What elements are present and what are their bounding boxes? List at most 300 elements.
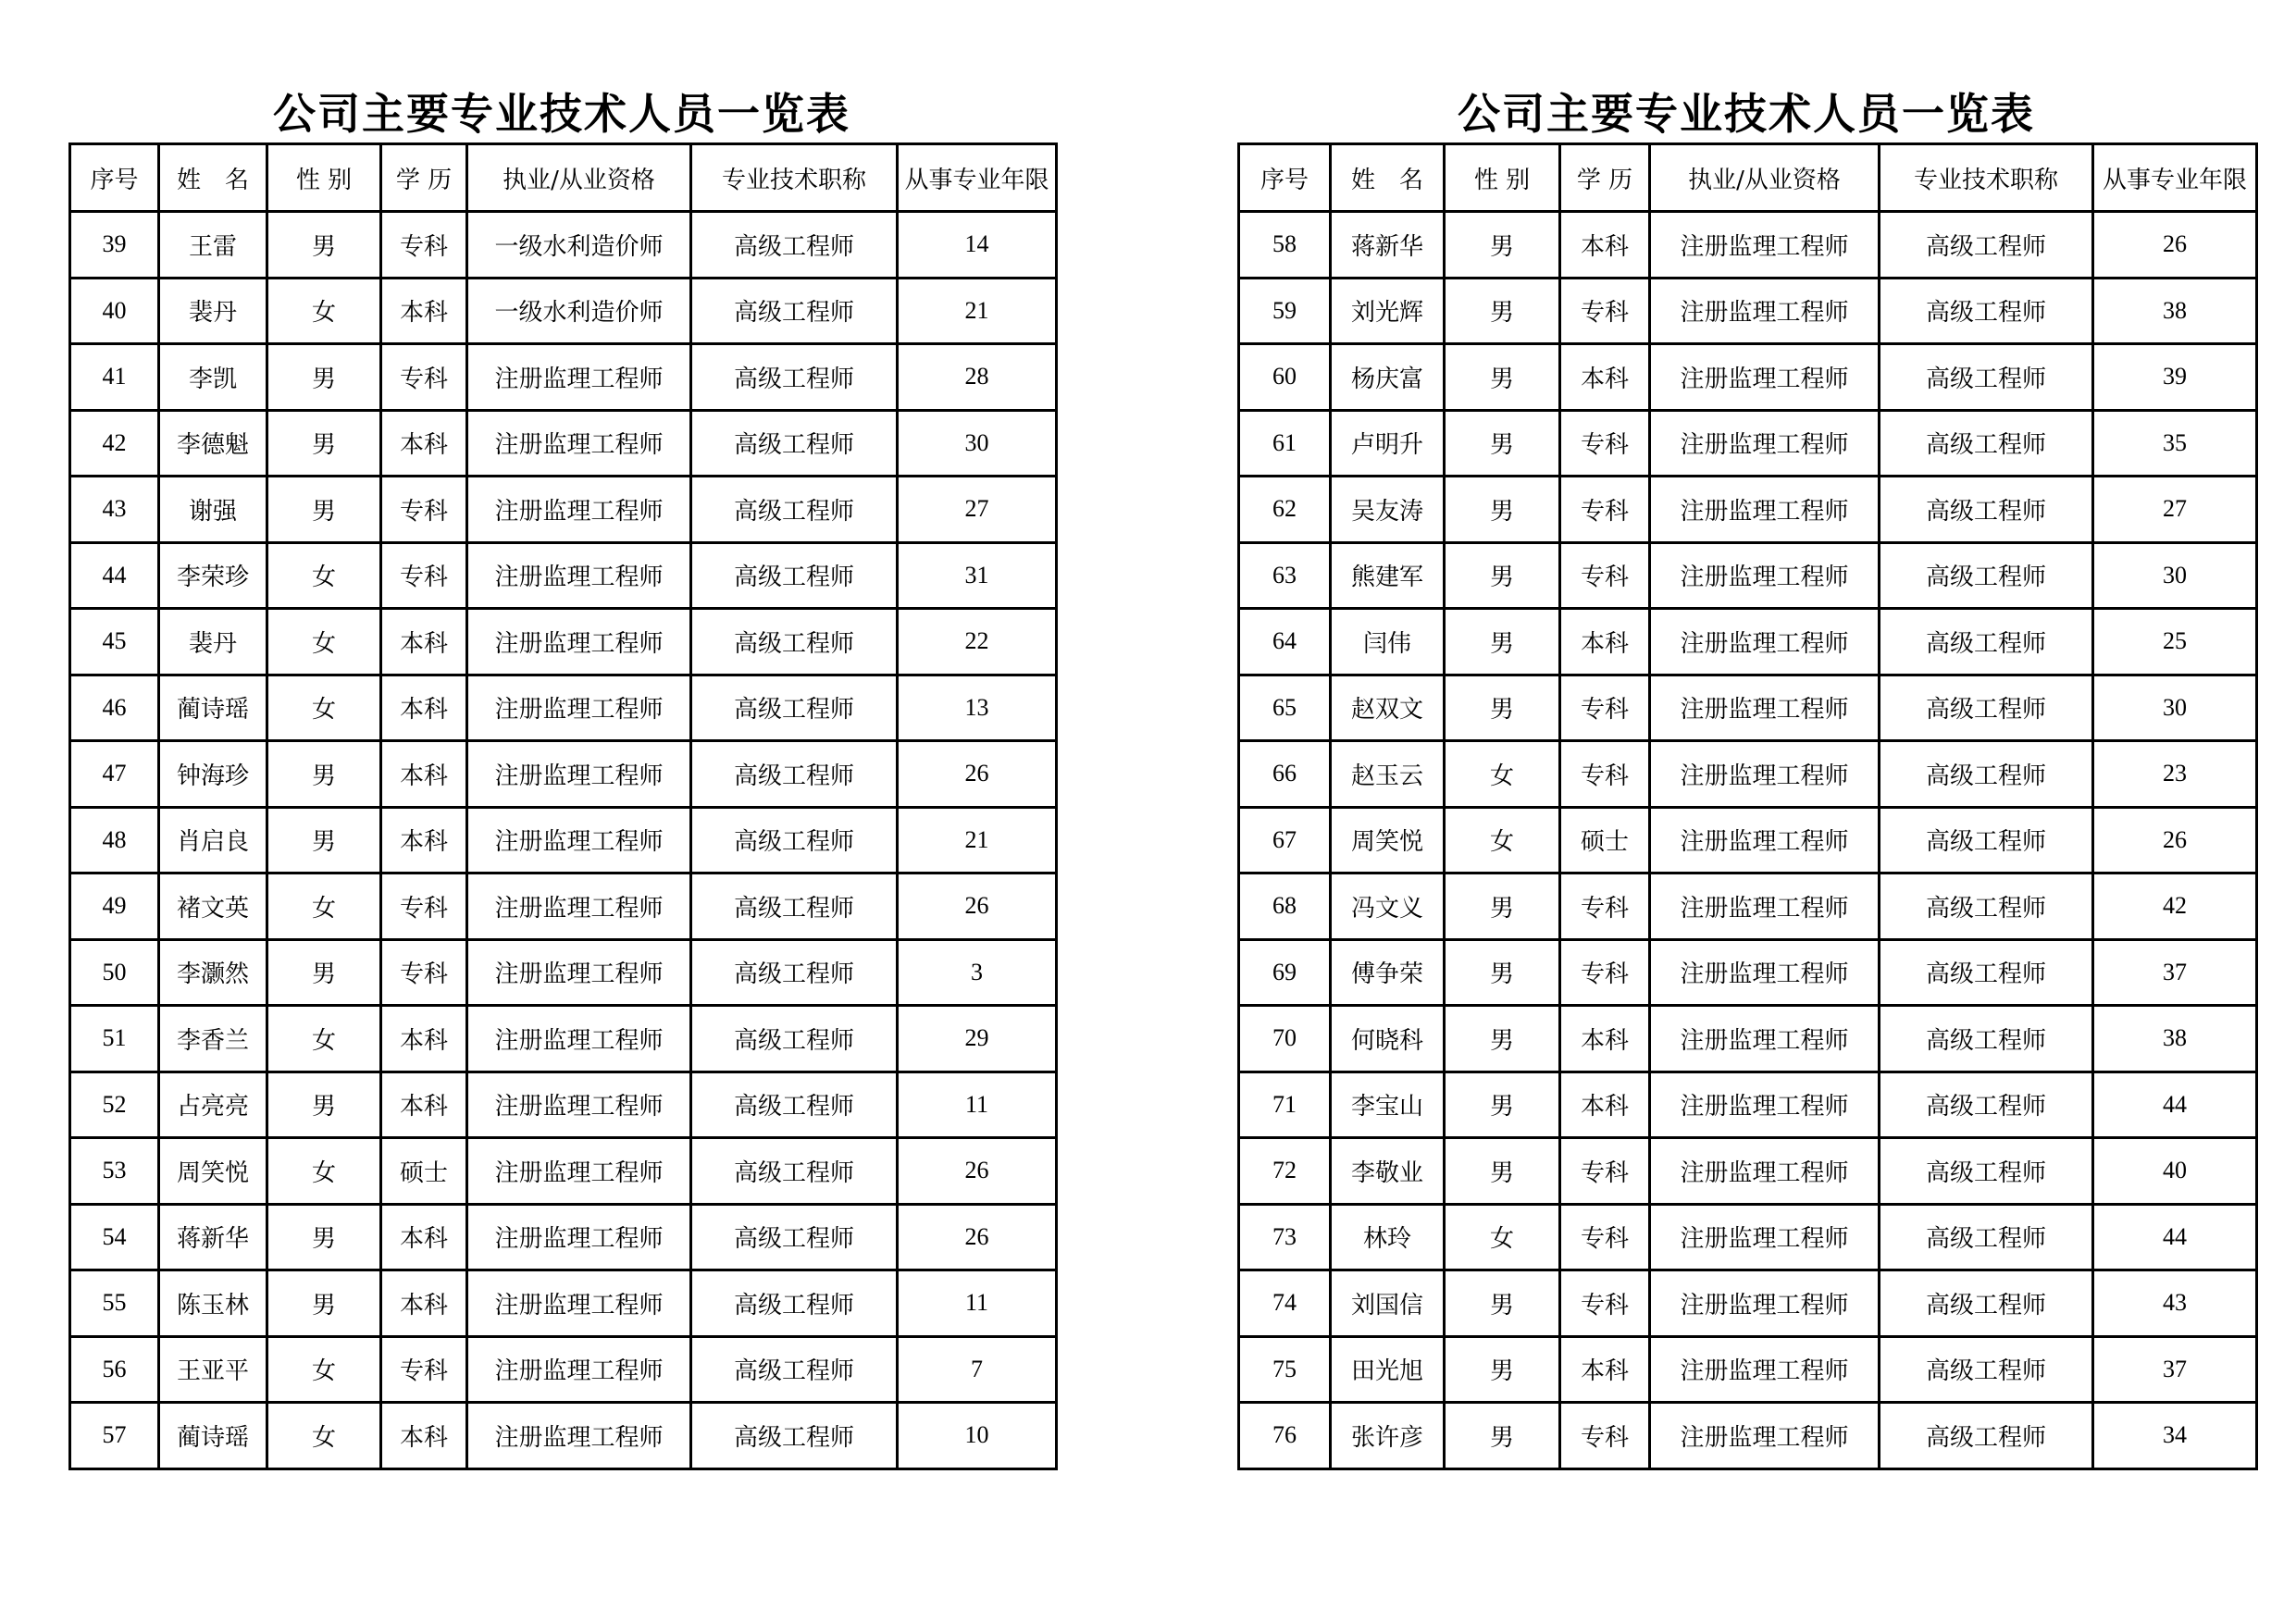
cell-education: 专科 xyxy=(381,542,467,609)
cell-title: 高级工程师 xyxy=(1880,1270,2093,1337)
cell-gender: 男 xyxy=(1445,609,1560,675)
cell-years: 37 xyxy=(2093,1336,2257,1403)
cell-name: 刘光辉 xyxy=(1331,278,1445,344)
table-row xyxy=(1239,873,2257,940)
cell-qualification: 注册监理工程师 xyxy=(467,873,691,940)
cell-gender: 女 xyxy=(1445,807,1560,873)
header-years: 从事专业年限 xyxy=(898,144,1057,212)
header-gender: 性 别 xyxy=(1445,144,1560,212)
table-row xyxy=(1239,410,2257,477)
cell-no: 51 xyxy=(70,1006,159,1072)
cell-no: 67 xyxy=(1239,807,1331,873)
cell-years: 26 xyxy=(898,1138,1057,1205)
header-title: 专业技术职称 xyxy=(1880,144,2093,212)
cell-years: 21 xyxy=(898,807,1057,873)
cell-name: 李德魁 xyxy=(159,410,267,477)
cell-education: 本科 xyxy=(1560,1072,1650,1138)
table-row xyxy=(70,609,1057,675)
cell-name: 李香兰 xyxy=(159,1006,267,1072)
table-row xyxy=(1239,1270,2257,1337)
cell-no: 63 xyxy=(1239,542,1331,609)
table-row xyxy=(1239,1006,2257,1072)
cell-qualification: 注册监理工程师 xyxy=(1650,741,1880,808)
cell-gender: 男 xyxy=(1445,344,1560,411)
table-row xyxy=(70,212,1057,279)
header-qualification: 执业/从业资格 xyxy=(1650,144,1880,212)
table-row xyxy=(1239,542,2257,609)
cell-title: 高级工程师 xyxy=(691,1403,898,1469)
cell-name: 李敬业 xyxy=(1331,1138,1445,1205)
staff-table xyxy=(68,142,1058,1470)
cell-qualification: 注册监理工程师 xyxy=(1650,873,1880,940)
cell-title: 高级工程师 xyxy=(1880,939,2093,1006)
cell-name: 卢明升 xyxy=(1331,410,1445,477)
cell-no: 69 xyxy=(1239,939,1331,1006)
cell-name: 吴友涛 xyxy=(1331,477,1445,543)
cell-qualification: 注册监理工程师 xyxy=(467,410,691,477)
cell-name: 李荣珍 xyxy=(159,542,267,609)
cell-title: 高级工程师 xyxy=(1880,675,2093,741)
cell-qualification: 注册监理工程师 xyxy=(1650,1336,1880,1403)
cell-qualification: 注册监理工程师 xyxy=(467,1204,691,1270)
cell-years: 23 xyxy=(2093,741,2257,808)
cell-years: 25 xyxy=(2093,609,2257,675)
cell-title: 高级工程师 xyxy=(1880,873,2093,940)
cell-years: 38 xyxy=(2093,278,2257,344)
cell-name: 蒋新华 xyxy=(1331,212,1445,279)
cell-title: 高级工程师 xyxy=(691,609,898,675)
staff-sheet-right xyxy=(1237,85,2255,1470)
cell-qualification: 注册监理工程师 xyxy=(467,939,691,1006)
cell-education: 本科 xyxy=(381,741,467,808)
header-education: 学 历 xyxy=(381,144,467,212)
cell-education: 本科 xyxy=(381,278,467,344)
cell-education: 本科 xyxy=(381,675,467,741)
cell-name: 裴丹 xyxy=(159,609,267,675)
cell-gender: 男 xyxy=(267,212,381,279)
cell-no: 39 xyxy=(70,212,159,279)
cell-no: 61 xyxy=(1239,410,1331,477)
cell-education: 专科 xyxy=(1560,1403,1650,1469)
cell-education: 专科 xyxy=(381,344,467,411)
cell-education: 本科 xyxy=(1560,212,1650,279)
cell-no: 50 xyxy=(70,939,159,1006)
cell-years: 26 xyxy=(898,1204,1057,1270)
cell-gender: 男 xyxy=(267,1270,381,1337)
cell-no: 44 xyxy=(70,542,159,609)
table-row xyxy=(1239,477,2257,543)
cell-name: 林玲 xyxy=(1331,1204,1445,1270)
staff-table xyxy=(1237,142,2258,1470)
cell-education: 本科 xyxy=(381,807,467,873)
cell-title: 高级工程师 xyxy=(1880,1072,2093,1138)
cell-gender: 男 xyxy=(1445,477,1560,543)
cell-gender: 男 xyxy=(267,807,381,873)
cell-title: 高级工程师 xyxy=(1880,609,2093,675)
cell-name: 李宝山 xyxy=(1331,1072,1445,1138)
table-row xyxy=(70,1204,1057,1270)
cell-qualification: 注册监理工程师 xyxy=(1650,1270,1880,1337)
cell-title: 高级工程师 xyxy=(691,741,898,808)
cell-no: 60 xyxy=(1239,344,1331,411)
cell-qualification: 注册监理工程师 xyxy=(1650,1204,1880,1270)
cell-name: 蒋新华 xyxy=(159,1204,267,1270)
cell-name: 傅争荣 xyxy=(1331,939,1445,1006)
cell-gender: 男 xyxy=(1445,1006,1560,1072)
cell-qualification: 注册监理工程师 xyxy=(1650,542,1880,609)
header-no: 序号 xyxy=(70,144,159,212)
cell-qualification: 注册监理工程师 xyxy=(467,609,691,675)
cell-title: 高级工程师 xyxy=(1880,542,2093,609)
cell-title: 高级工程师 xyxy=(691,807,898,873)
table-row xyxy=(70,1403,1057,1469)
cell-title: 高级工程师 xyxy=(1880,212,2093,279)
cell-qualification: 注册监理工程师 xyxy=(1650,278,1880,344)
cell-no: 54 xyxy=(70,1204,159,1270)
cell-years: 44 xyxy=(2093,1072,2257,1138)
cell-no: 74 xyxy=(1239,1270,1331,1337)
cell-gender: 男 xyxy=(267,477,381,543)
cell-qualification: 注册监理工程师 xyxy=(467,477,691,543)
table-row xyxy=(70,1270,1057,1337)
cell-name: 刘国信 xyxy=(1331,1270,1445,1337)
cell-years: 27 xyxy=(2093,477,2257,543)
cell-qualification: 注册监理工程师 xyxy=(467,675,691,741)
cell-gender: 男 xyxy=(267,1072,381,1138)
cell-years: 30 xyxy=(2093,542,2257,609)
cell-education: 本科 xyxy=(381,609,467,675)
cell-years: 31 xyxy=(898,542,1057,609)
cell-years: 13 xyxy=(898,675,1057,741)
cell-title: 高级工程师 xyxy=(1880,807,2093,873)
cell-name: 李凯 xyxy=(159,344,267,411)
cell-education: 专科 xyxy=(1560,939,1650,1006)
cell-name: 赵玉云 xyxy=(1331,741,1445,808)
cell-gender: 女 xyxy=(1445,1204,1560,1270)
cell-no: 53 xyxy=(70,1138,159,1205)
table-row xyxy=(1239,609,2257,675)
cell-title: 高级工程师 xyxy=(1880,741,2093,808)
cell-name: 杨庆富 xyxy=(1331,344,1445,411)
cell-no: 43 xyxy=(70,477,159,543)
cell-qualification: 注册监理工程师 xyxy=(1650,1006,1880,1072)
cell-no: 57 xyxy=(70,1403,159,1469)
cell-gender: 男 xyxy=(267,410,381,477)
table-row xyxy=(70,410,1057,477)
cell-education: 专科 xyxy=(1560,675,1650,741)
cell-no: 64 xyxy=(1239,609,1331,675)
header-education: 学 历 xyxy=(1560,144,1650,212)
cell-title: 高级工程师 xyxy=(1880,1204,2093,1270)
cell-no: 49 xyxy=(70,873,159,940)
cell-qualification: 注册监理工程师 xyxy=(467,1072,691,1138)
cell-gender: 女 xyxy=(267,675,381,741)
cell-education: 专科 xyxy=(1560,1204,1650,1270)
cell-years: 26 xyxy=(2093,807,2257,873)
cell-title: 高级工程师 xyxy=(1880,1138,2093,1205)
cell-title: 高级工程师 xyxy=(1880,1403,2093,1469)
cell-years: 14 xyxy=(898,212,1057,279)
table-row xyxy=(70,1336,1057,1403)
cell-qualification: 注册监理工程师 xyxy=(1650,344,1880,411)
cell-name: 冯文义 xyxy=(1331,873,1445,940)
cell-no: 72 xyxy=(1239,1138,1331,1205)
cell-name: 王雷 xyxy=(159,212,267,279)
cell-no: 58 xyxy=(1239,212,1331,279)
cell-title: 高级工程师 xyxy=(1880,344,2093,411)
cell-no: 45 xyxy=(70,609,159,675)
cell-qualification: 注册监理工程师 xyxy=(1650,212,1880,279)
table-row xyxy=(1239,1403,2257,1469)
cell-education: 本科 xyxy=(381,1403,467,1469)
cell-qualification: 一级水利造价师 xyxy=(467,278,691,344)
cell-education: 本科 xyxy=(1560,609,1650,675)
cell-no: 42 xyxy=(70,410,159,477)
cell-no: 73 xyxy=(1239,1204,1331,1270)
table-row xyxy=(70,477,1057,543)
cell-name: 闫伟 xyxy=(1331,609,1445,675)
cell-title: 高级工程师 xyxy=(691,542,898,609)
cell-title: 高级工程师 xyxy=(691,939,898,1006)
cell-gender: 男 xyxy=(1445,1138,1560,1205)
cell-years: 11 xyxy=(898,1072,1057,1138)
cell-title: 高级工程师 xyxy=(1880,1006,2093,1072)
cell-years: 10 xyxy=(898,1403,1057,1469)
cell-gender: 男 xyxy=(1445,1403,1560,1469)
header-years: 从事专业年限 xyxy=(2093,144,2257,212)
cell-no: 41 xyxy=(70,344,159,411)
cell-education: 专科 xyxy=(1560,278,1650,344)
cell-title: 高级工程师 xyxy=(1880,477,2093,543)
cell-years: 35 xyxy=(2093,410,2257,477)
table-row xyxy=(70,741,1057,808)
cell-name: 谢强 xyxy=(159,477,267,543)
cell-qualification: 注册监理工程师 xyxy=(1650,410,1880,477)
cell-qualification: 注册监理工程师 xyxy=(467,807,691,873)
cell-education: 本科 xyxy=(381,1204,467,1270)
cell-gender: 女 xyxy=(1445,741,1560,808)
cell-no: 40 xyxy=(70,278,159,344)
cell-education: 专科 xyxy=(1560,410,1650,477)
cell-gender: 女 xyxy=(267,1138,381,1205)
cell-education: 本科 xyxy=(381,1072,467,1138)
cell-years: 30 xyxy=(898,410,1057,477)
cell-title: 高级工程师 xyxy=(691,1138,898,1205)
header-gender: 性 别 xyxy=(267,144,381,212)
cell-gender: 男 xyxy=(1445,278,1560,344)
cell-no: 46 xyxy=(70,675,159,741)
cell-education: 专科 xyxy=(1560,542,1650,609)
cell-title: 高级工程师 xyxy=(1880,410,2093,477)
header-no: 序号 xyxy=(1239,144,1331,212)
cell-title: 高级工程师 xyxy=(691,1072,898,1138)
cell-gender: 男 xyxy=(267,939,381,1006)
cell-qualification: 注册监理工程师 xyxy=(467,542,691,609)
cell-no: 68 xyxy=(1239,873,1331,940)
cell-name: 裴丹 xyxy=(159,278,267,344)
cell-education: 专科 xyxy=(1560,1270,1650,1337)
cell-name: 何晓科 xyxy=(1331,1006,1445,1072)
table-row xyxy=(1239,1204,2257,1270)
cell-name: 王亚平 xyxy=(159,1336,267,1403)
cell-gender: 男 xyxy=(1445,675,1560,741)
cell-years: 26 xyxy=(898,873,1057,940)
cell-years: 7 xyxy=(898,1336,1057,1403)
cell-years: 38 xyxy=(2093,1006,2257,1072)
cell-gender: 女 xyxy=(267,1403,381,1469)
cell-education: 硕士 xyxy=(1560,807,1650,873)
cell-years: 26 xyxy=(2093,212,2257,279)
cell-name: 肖启良 xyxy=(159,807,267,873)
cell-gender: 男 xyxy=(1445,212,1560,279)
table-header-row xyxy=(1239,144,2257,212)
cell-title: 高级工程师 xyxy=(691,1204,898,1270)
table-row xyxy=(70,1006,1057,1072)
cell-gender: 女 xyxy=(267,1006,381,1072)
cell-no: 71 xyxy=(1239,1072,1331,1138)
cell-name: 张许彦 xyxy=(1331,1403,1445,1469)
cell-qualification: 注册监理工程师 xyxy=(467,344,691,411)
cell-education: 专科 xyxy=(1560,1138,1650,1205)
cell-years: 22 xyxy=(898,609,1057,675)
table-row xyxy=(70,344,1057,411)
cell-gender: 女 xyxy=(267,1336,381,1403)
cell-gender: 女 xyxy=(267,609,381,675)
cell-qualification: 注册监理工程师 xyxy=(467,1138,691,1205)
cell-education: 本科 xyxy=(1560,1006,1650,1072)
cell-years: 27 xyxy=(898,477,1057,543)
cell-name: 褚文英 xyxy=(159,873,267,940)
cell-education: 专科 xyxy=(381,477,467,543)
table-row xyxy=(70,873,1057,940)
cell-title: 高级工程师 xyxy=(691,873,898,940)
cell-title: 高级工程师 xyxy=(691,477,898,543)
table-row xyxy=(1239,807,2257,873)
table-row xyxy=(1239,741,2257,808)
cell-gender: 女 xyxy=(267,278,381,344)
cell-gender: 男 xyxy=(1445,410,1560,477)
table-row xyxy=(1239,939,2257,1006)
cell-education: 本科 xyxy=(1560,344,1650,411)
cell-years: 3 xyxy=(898,939,1057,1006)
cell-title: 高级工程师 xyxy=(691,675,898,741)
cell-education: 本科 xyxy=(381,1270,467,1337)
cell-qualification: 注册监理工程师 xyxy=(1650,1403,1880,1469)
cell-name: 占亮亮 xyxy=(159,1072,267,1138)
header-title: 专业技术职称 xyxy=(691,144,898,212)
cell-gender: 女 xyxy=(267,873,381,940)
cell-no: 62 xyxy=(1239,477,1331,543)
table-row xyxy=(70,1072,1057,1138)
cell-name: 陈玉林 xyxy=(159,1270,267,1337)
table-row xyxy=(1239,1138,2257,1205)
cell-name: 钟海珍 xyxy=(159,741,267,808)
cell-years: 21 xyxy=(898,278,1057,344)
cell-name: 周笑悦 xyxy=(1331,807,1445,873)
cell-qualification: 注册监理工程师 xyxy=(1650,939,1880,1006)
table-row xyxy=(70,807,1057,873)
table-header-row xyxy=(70,144,1057,212)
cell-gender: 男 xyxy=(1445,939,1560,1006)
cell-years: 11 xyxy=(898,1270,1057,1337)
table-row xyxy=(70,939,1057,1006)
table-row xyxy=(70,542,1057,609)
cell-qualification: 注册监理工程师 xyxy=(467,1270,691,1337)
cell-no: 66 xyxy=(1239,741,1331,808)
table-row xyxy=(1239,1072,2257,1138)
cell-qualification: 注册监理工程师 xyxy=(1650,1138,1880,1205)
cell-education: 专科 xyxy=(381,1336,467,1403)
cell-years: 34 xyxy=(2093,1403,2257,1469)
cell-no: 56 xyxy=(70,1336,159,1403)
cell-title: 高级工程师 xyxy=(691,1336,898,1403)
cell-no: 59 xyxy=(1239,278,1331,344)
cell-gender: 男 xyxy=(1445,873,1560,940)
table-row xyxy=(1239,278,2257,344)
cell-no: 75 xyxy=(1239,1336,1331,1403)
table-row xyxy=(70,1138,1057,1205)
cell-no: 55 xyxy=(70,1270,159,1337)
cell-no: 48 xyxy=(70,807,159,873)
cell-years: 26 xyxy=(898,741,1057,808)
cell-name: 李灏然 xyxy=(159,939,267,1006)
cell-title: 高级工程师 xyxy=(1880,1336,2093,1403)
cell-no: 70 xyxy=(1239,1006,1331,1072)
cell-years: 39 xyxy=(2093,344,2257,411)
cell-title: 高级工程师 xyxy=(691,344,898,411)
cell-name: 周笑悦 xyxy=(159,1138,267,1205)
cell-qualification: 注册监理工程师 xyxy=(1650,477,1880,543)
cell-education: 专科 xyxy=(1560,873,1650,940)
cell-education: 硕士 xyxy=(381,1138,467,1205)
cell-no: 52 xyxy=(70,1072,159,1138)
cell-title: 高级工程师 xyxy=(1880,278,2093,344)
header-name: 姓 名 xyxy=(1331,144,1445,212)
cell-gender: 男 xyxy=(1445,1336,1560,1403)
cell-years: 37 xyxy=(2093,939,2257,1006)
sheet-title: 公司主要专业技术人员一览表 xyxy=(273,89,850,139)
cell-qualification: 注册监理工程师 xyxy=(467,1403,691,1469)
cell-qualification: 注册监理工程师 xyxy=(467,1336,691,1403)
cell-years: 44 xyxy=(2093,1204,2257,1270)
cell-years: 30 xyxy=(2093,675,2257,741)
cell-name: 蔺诗瑶 xyxy=(159,675,267,741)
cell-qualification: 注册监理工程师 xyxy=(1650,1072,1880,1138)
cell-name: 蔺诗瑶 xyxy=(159,1403,267,1469)
cell-no: 65 xyxy=(1239,675,1331,741)
table-row xyxy=(1239,212,2257,279)
cell-gender: 男 xyxy=(1445,1072,1560,1138)
cell-qualification: 一级水利造价师 xyxy=(467,212,691,279)
table-row xyxy=(70,278,1057,344)
cell-years: 29 xyxy=(898,1006,1057,1072)
cell-education: 专科 xyxy=(1560,477,1650,543)
cell-gender: 男 xyxy=(1445,542,1560,609)
table-row xyxy=(1239,344,2257,411)
cell-qualification: 注册监理工程师 xyxy=(1650,675,1880,741)
cell-name: 熊建军 xyxy=(1331,542,1445,609)
cell-title: 高级工程师 xyxy=(691,212,898,279)
cell-gender: 女 xyxy=(267,542,381,609)
cell-gender: 男 xyxy=(267,741,381,808)
header-qualification: 执业/从业资格 xyxy=(467,144,691,212)
cell-title: 高级工程师 xyxy=(691,410,898,477)
cell-years: 28 xyxy=(898,344,1057,411)
cell-gender: 男 xyxy=(267,1204,381,1270)
sheet-title: 公司主要专业技术人员一览表 xyxy=(1458,89,2035,139)
cell-education: 本科 xyxy=(381,1006,467,1072)
table-row xyxy=(70,675,1057,741)
